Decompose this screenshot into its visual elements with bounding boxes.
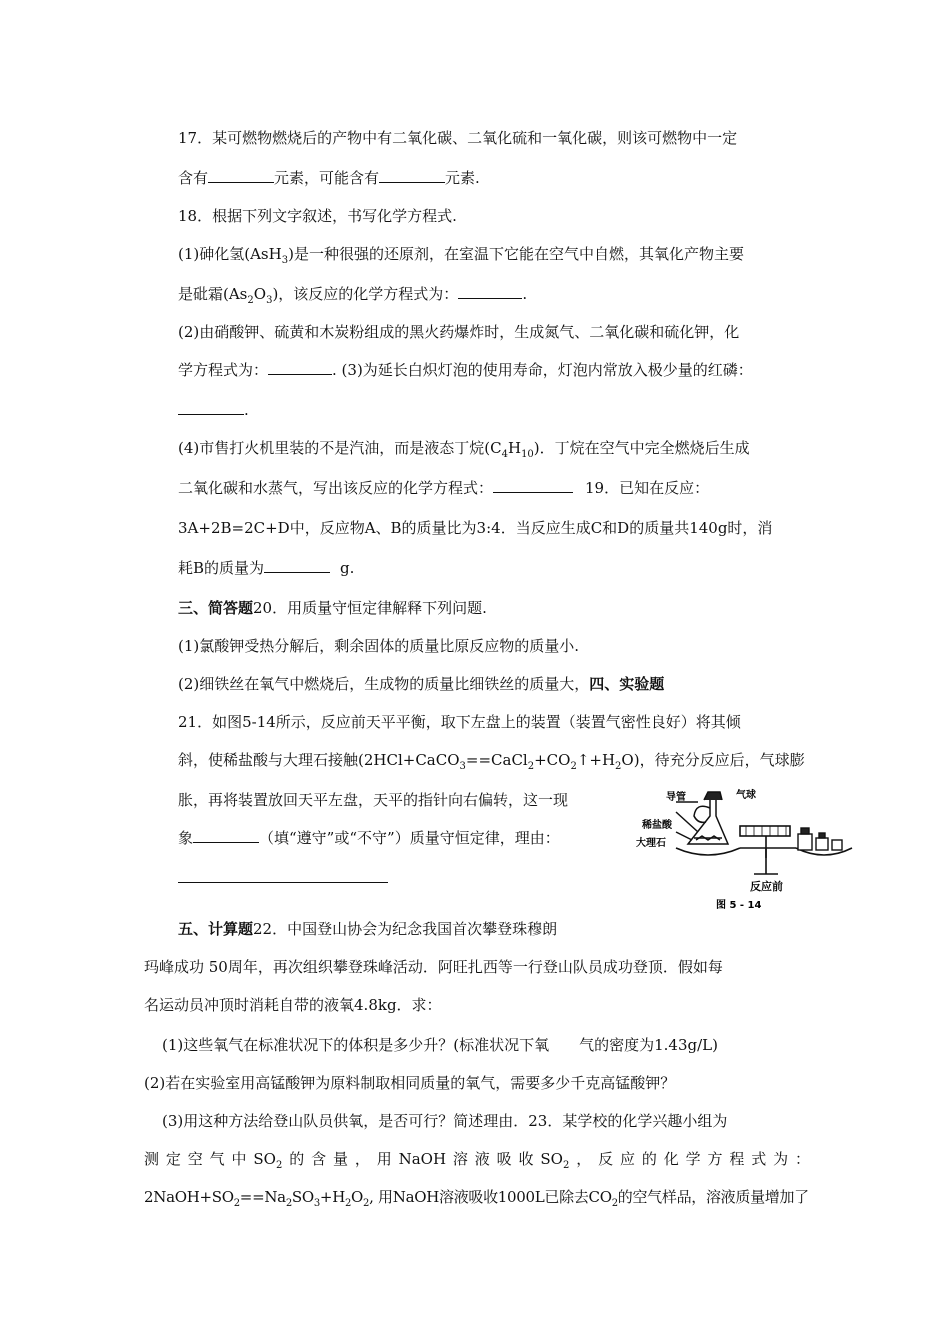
figure-label-acid: 稀盐酸: [642, 820, 672, 831]
balance-apparatus-figure: [636, 782, 854, 914]
section5-heading: 五、计算题: [178, 920, 254, 938]
answer-blank: [264, 558, 330, 573]
q19-line2: 耗B的质量为 g.: [178, 559, 355, 577]
q21-line4: 象 （填“遵守”或“不守”）质量守恒定律，理由：: [178, 829, 560, 847]
q21-line1: 21．如图5-14所示，反应前天平平衡，取下左盘上的装置（装置气密性良好）将其倾: [178, 713, 741, 731]
q18-p3-line: .: [178, 399, 249, 421]
answer-blank: [458, 284, 522, 299]
answer-blank: [379, 168, 445, 183]
section5-line: 五、计算题22．中国登山协会为纪念我国首次攀登珠穆朗: [178, 920, 558, 938]
q18-p4-line2: 二氧化碳和水蒸气，写出该反应的化学方程式： 19．已知在反应：: [178, 479, 710, 497]
reason-answer-line: [178, 882, 388, 883]
q21-line3: 胀，再将装置放回天平左盘，天平的指针向右偏转，这一现: [178, 791, 569, 809]
q18-p4-line1: (4)市售打火机里装的不是汽油，而是液态丁烷$(C_4H_{10})$．丁烷在空气中完全燃烧后生成: [178, 439, 750, 460]
figure-label-balloon: 气球: [736, 790, 756, 801]
q18-title: 18．根据下列文字叙述，书写化学方程式.: [178, 207, 457, 225]
q20-p1: (1)氯酸钾受热分解后，剩余固体的质量比原反应物的质量小.: [178, 637, 580, 655]
q20-p2: (2)细铁丝在氧气中燃烧后，生成物的质量比细铁丝的质量大，四、实验题: [178, 675, 665, 693]
section3-heading: 三、简答题: [178, 599, 254, 617]
section4-heading: 四、实验题: [589, 675, 665, 693]
q22-p2: (2)若在实验室用高锰酸钾为原料制取相同质量的氧气，需要多少千克高锰酸钾？: [144, 1074, 676, 1092]
weights-icon: [798, 828, 842, 850]
answer-blank: [268, 360, 332, 375]
answer-blank: [493, 478, 573, 493]
figure-label-marble: 大理石: [636, 838, 666, 849]
q22-p3: (3)用这种方法给登山队员供氧，是否可行？简述理由．23．某学校的化学兴趣小组为: [162, 1112, 728, 1130]
figure-label-before: 反应前: [750, 880, 783, 893]
figure-caption: 图 5 - 14: [716, 900, 762, 911]
q18-p1-line2: 是砒霜$(As_2O_3)$，该反应的化学方程式为： .: [178, 285, 528, 306]
q18-p2-line2: 学方程式为： . (3)为延长白炽灯泡的使用寿命，灯泡内常放入极少量的红磷：: [178, 361, 753, 379]
q22-line2: 玛峰成功 50周年，再次组织攀登珠峰活动．阿旺扎西等一行登山队员成功登顶．假如每: [144, 958, 723, 976]
q23-line2: 测定空气中$SO_2$的含量，用NaOH溶液吸收$SO_2$，反应的化学方程式为：: [144, 1150, 810, 1171]
answer-blank: [208, 168, 274, 183]
answer-blank: [178, 400, 244, 415]
figure-label-tube: 导管: [666, 792, 686, 803]
q23-line3: $2NaOH+SO_2==Na_2SO_3+H_2O_2$, 用NaOH溶液吸收1000L已除去$CO_2$的空气样品，溶液质量增加了: [144, 1188, 809, 1209]
q21-line2: 斜，使稀盐酸与大理石接触$(2HCl+CaCO_3==CaCl_2+CO_2↑+H_2O)$，待充分反应后，气球膨: [178, 751, 805, 772]
q19-line1: 3A+2B=2C+D中，反应物A、B的质量比为3:4．当反应生成C和D的质量共140g时，消: [178, 519, 773, 537]
q17-line1: 17．某可燃物燃烧后的产物中有二氧化碳、二氧化硫和一氧化碳，则该可燃物中一定: [178, 129, 738, 147]
q22-p1: (1)这些氧气在标准状况下的体积是多少升？(标准状况下氧 气的密度为1.43g/L): [162, 1036, 718, 1054]
q22-line3: 名运动员冲顶时消耗自带的液氧4.8kg．求：: [144, 996, 442, 1014]
section3-line: 三、简答题20．用质量守恒定律解释下列问题.: [178, 599, 487, 617]
q18-p1-line1: (1)砷化氢(AsH$_3$)是一种很强的还原剂，在室温下它能在空气中自燃，其氧化产物主要: [178, 245, 744, 266]
q17-line2: 含有 元素，可能含有 元素.: [178, 169, 480, 187]
answer-blank: [193, 828, 259, 843]
q18-p2-line1: (2)由硝酸钾、硫黄和木炭粉组成的黑火药爆炸时，生成氮气、二氧化碳和硫化钾，化: [178, 323, 740, 341]
